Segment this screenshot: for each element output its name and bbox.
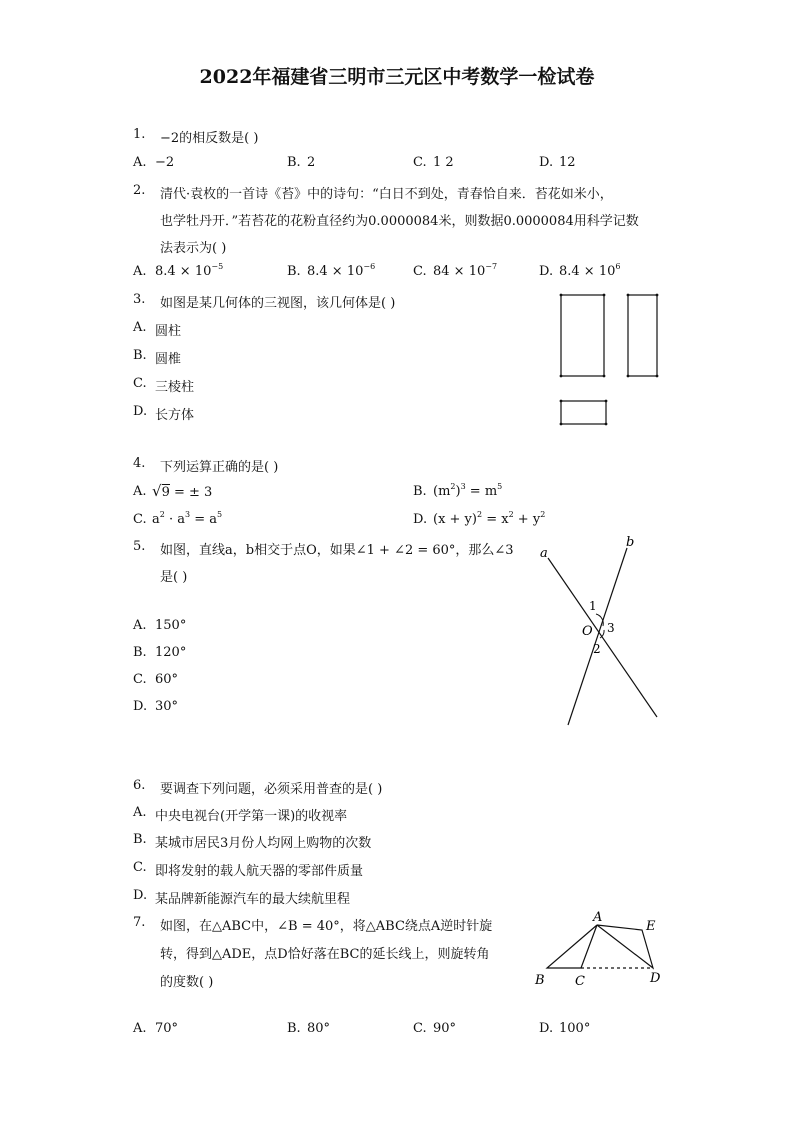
option-label: B. <box>133 348 147 363</box>
option-a: 150° <box>155 618 187 633</box>
question-stem: 下列运算正确的是( ) <box>160 460 279 475</box>
option-c: 即将发射的载人航天器的零部件质量 <box>155 864 364 879</box>
option-label: D. <box>133 888 148 903</box>
question-number: 3. <box>133 292 146 307</box>
label-D: D <box>650 971 661 986</box>
option-label: C. <box>133 512 147 527</box>
question-stem-line: 的度数( ) <box>160 975 214 990</box>
label-angle-1: 1 <box>589 599 597 613</box>
option-label: C. <box>413 155 427 170</box>
label-A: A <box>593 910 603 925</box>
option-label: A. <box>133 320 147 335</box>
question-stem: −2的相反数是( ) <box>160 131 259 146</box>
question-stem-line: 如图，直线a，b相交于点O，如果∠1 + ∠2 = 60°，那么∠3 <box>160 543 514 558</box>
line-b <box>568 548 627 725</box>
label-E: E <box>646 919 656 934</box>
option-c: 三棱柱 <box>155 380 195 395</box>
question-stem-line: 法表示为( ) <box>160 241 227 256</box>
option-a: −2 <box>155 155 175 170</box>
line-a <box>548 558 657 717</box>
option-b: 某城市居民3月份人均网上购物的次数 <box>155 836 372 851</box>
rotation-triangle-figure <box>528 905 668 995</box>
page-title: 2022年福建省三明市三元区中考数学一检试卷 <box>199 66 595 88</box>
option-a: $8.4 \times 10^{-5}$ <box>155 262 224 279</box>
option-label: A. <box>133 1021 147 1036</box>
option-a: 中央电视台(开学第一课)的收视率 <box>155 809 348 824</box>
option-label: B. <box>287 155 301 170</box>
option-label: B. <box>133 832 147 847</box>
option-c: 1 2 <box>433 155 454 170</box>
option-label: B. <box>287 264 301 279</box>
label-B: B <box>535 973 545 988</box>
option-label: A. <box>133 155 147 170</box>
label-o: O <box>582 624 593 639</box>
option-d: 30° <box>155 699 179 714</box>
option-b: 2 <box>307 155 316 170</box>
option-label: B. <box>413 484 427 499</box>
option-label: C. <box>413 1021 427 1036</box>
option-label: A. <box>133 618 147 633</box>
label-b: b <box>626 535 635 550</box>
question-number: 2. <box>133 183 146 198</box>
option-label: D. <box>539 1021 554 1036</box>
label-angle-3: 3 <box>607 621 615 635</box>
label-a: a <box>540 546 548 561</box>
question-stem-line: 清代·袁枚的一首诗《苔》中的诗句：“白日不到处，青春恰自来．苔花如米小， <box>160 187 613 202</box>
option-d: $8.4 \times 10^6$ <box>559 262 621 279</box>
intersecting-lines-figure <box>530 530 670 730</box>
option-label: D. <box>133 404 148 419</box>
option-label: C. <box>413 264 427 279</box>
option-c: $84 \times 10^{-7}$ <box>433 262 498 279</box>
triangle-ade <box>597 925 653 968</box>
question-stem-line: 是( ) <box>160 570 188 585</box>
question-number: 5. <box>133 539 146 554</box>
option-label: D. <box>133 699 148 714</box>
question-number: 4. <box>133 456 146 471</box>
question-stem: 要调查下列问题，必须采用普查的是( ) <box>160 782 383 797</box>
option-label: D. <box>539 264 554 279</box>
question-number: 6. <box>133 778 146 793</box>
option-label: B. <box>133 645 147 660</box>
option-c: 90° <box>433 1021 457 1036</box>
option-d: 12 <box>559 155 576 170</box>
option-b: 圆椎 <box>155 352 182 367</box>
option-c: $a^2 \cdot a^3 = a^5$ <box>152 510 223 527</box>
question-stem-line: 转，得到△ADE，点D恰好落在BC的延长线上，则旋转角 <box>160 947 490 962</box>
option-b: $(m^2)^3 = m^5$ <box>433 482 503 499</box>
option-d: 100° <box>559 1021 591 1036</box>
option-label: C. <box>133 376 147 391</box>
option-label: D. <box>539 155 554 170</box>
option-d: $(x + y)^2 = x^2 + y^2$ <box>433 510 546 527</box>
option-d: 长方体 <box>155 408 195 423</box>
option-label: A. <box>133 484 147 499</box>
option-label: A. <box>133 805 147 820</box>
option-label: C. <box>133 672 147 687</box>
option-label: A. <box>133 264 147 279</box>
option-a: 圆柱 <box>155 324 182 339</box>
option-label: C. <box>133 860 147 875</box>
option-b: $8.4 \times 10^{-6}$ <box>307 262 376 279</box>
label-angle-2: 2 <box>593 642 601 656</box>
option-a: 70° <box>155 1021 179 1036</box>
option-label: D. <box>413 512 428 527</box>
option-d: 某品牌新能源汽车的最大续航里程 <box>155 892 351 907</box>
label-C: C <box>575 974 585 989</box>
option-b: 120° <box>155 645 187 660</box>
option-c: 60° <box>155 672 179 687</box>
option-a: √9 = ± 3 <box>152 482 213 500</box>
question-stem-line: 也学牡丹开．”若苔花的花粉直径约为0.0000084米，则数据0.0000084用科学记数 <box>160 214 639 229</box>
question-number: 1. <box>133 127 146 142</box>
question-stem: 如图是某几何体的三视图，该几何体是( ) <box>160 296 396 311</box>
question-number: 7. <box>133 915 146 930</box>
triangle-abc <box>547 925 597 968</box>
option-label: B. <box>287 1021 301 1036</box>
three-view-figure <box>555 288 665 428</box>
option-b: 80° <box>307 1021 331 1036</box>
question-stem-line: 如图，在△ABC中，∠B = 40°，将△ABC绕点A逆时针旋 <box>160 919 493 934</box>
